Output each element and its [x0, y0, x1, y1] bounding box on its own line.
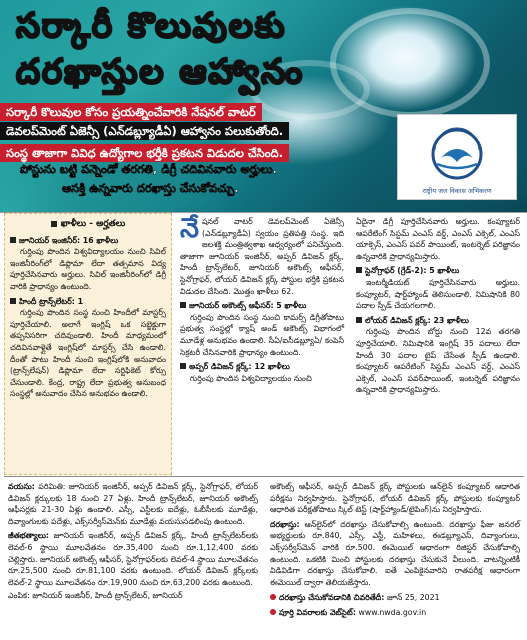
post-heading: అప్పర్ డివిజన్ క్లర్క్: 12 ఖాళీలు	[180, 361, 344, 373]
website-link[interactable]: www.nwda.gov.in	[358, 607, 427, 617]
deadline-value: జూన్ 25, 2021	[386, 593, 440, 603]
post-description: గుర్తింపు పొందిన సంస్థ నుంచి కామర్స్ డిగ్రీతోపాటు ప్రభుత్వ సంస్థల్లో క్యాష్ అండ్ అకౌంట్స్ విభాగంలో మూడేళ్ల అనుభవం ఉండాలి. సీఏ/ఐసీడబ్ల్యూఏ/ కంపెనీ సెక్రటరీ చేసినవారికి ప్రాధాన్యం ఉంటుంది.	[180, 312, 344, 357]
apply-paragraph: దరఖాస్తు: ఆన్‌లైన్‌లో దరఖాస్తు చేసుకోవాల్సి ఉంటుంది. దరఖాస్తు ఫీజు జనరల్ అభ్యర్థులకు రూ.840, ఎస్సీ, ఎస్టీ, మహిళలు, ఈడబ్ల్యూఎస్, దివ్యాంగులు, ఎక్స్‌సర్వీస్‌మెన్ వారికి రూ.500. ఈమెయిల్ ఆధారంగా రిజిస్టర్ చేసుకోవాల్సి ఉంటుంది. ఒకటికి మించి పోస్టులకు దరఖాస్తు చేసుకునే వీలుంది. వాటన్నింటికీ విడివిడిగా దరఖాస్తు చేసుకోవాలి. ఐతే ఎంపికైనవారిని రాతపరీక్ష ఆధారంగా ఈమెయిల్ ద్వారా తెలియజేస్తారు.	[270, 519, 521, 587]
selection-paragraph: అకౌంట్స్ ఆఫీసర్, అప్పర్ డివిజన్ క్లర్క్ పోస్టులకు ఆన్‌లైన్ కంప్యూటర్ ఆధారిత పరీక్షను నిర్వహిస్తారు. స్టెనోగ్రాఫర్, లోయర్ డివిజన్ క్లర్క్ పోస్టులకు కంప్యూటర్ ఆధారిత పరీక్షతోపాటు స్కిల్ టెస్ట్ (షార్ట్‌హ్యాండ్/టైపింగ్)ను నిర్వహిస్తారు.	[270, 482, 520, 515]
bullet-icon	[10, 298, 16, 304]
intro-line: సంస్థ తాజాగా వివిధ ఉద్యోగాల భర్తీకి ప్రకటన విడుదల చేసింది.	[0, 144, 289, 162]
bullet-icon	[270, 594, 276, 600]
headline-line-2	[16, 52, 304, 100]
post-heading: లోయర్ డివిజన్ క్లర్క్: 23 ఖాళీలు	[356, 315, 520, 327]
headline-plain: దరఖాస్తుల	[16, 52, 180, 92]
intro-line: ఆసక్తి ఉన్నవారు దరఖాస్తు చేసుకోవచ్చు.	[62, 181, 239, 195]
post-description: ఇంటర్మీడియట్ పూర్తిచేసినవారు అర్హులు. కంప్యూటర్, షార్ట్‌హ్యాండ్ తెలిసుండాలి. నిమిషానికి 80 పదాల స్పీడ్ చేయగలగాలి.	[356, 277, 520, 311]
agency-intro: నేషనల్ వాటర్ డెవలప్‌మెంట్ ఏజెన్సీ (ఎన్‌డబ్ల్యూడీఏ) స్వయం ప్రతిపత్తి సంస్థ. ఇది జలశక్తి మంత్రిత్వశాఖ ఆధ్వర్యంలో పనిచేస్తుంది. తాజాగా జూనియర్ ఇంజినీర్, అప్పర్ డివిజన్ క్లర్క్, హిందీ ట్రాన్స్‌లేటర్, జూనియర్ అకౌంట్స్ ఆఫీసర్, స్టెనోగ్రాఫర్, లోయర్ డివిజన్ క్లర్క్ పోస్టుల భర్తీకి ప్రకటన విడుదల చేసింది. మొత్తం ఖాళీలు 62.	[180, 213, 344, 296]
headline-line-1: సర్కారీ కొలువులకు	[16, 6, 287, 46]
nwda-emblem-icon	[407, 122, 507, 192]
headline-highlight: ఆహ్వానం	[179, 52, 305, 92]
bullet-icon	[180, 363, 186, 369]
bullet-icon	[180, 302, 186, 308]
post-description: గుర్తింపు పొందిన విశ్వవిద్యాలయం నుంచి సివిల్ ఇంజినీరింగ్‌లో డిప్లొమా లేదా తత్సమాన విద్య పూర్తిచేసినవారు అర్హులు. సివిల్ ఇంజినీరింగ్‌లో డిగ్రీ వారికి ప్రాధాన్యం ఉంటుంది.	[10, 247, 166, 291]
post-description: గుర్తింపు పొందిన బోర్డు నుంచి 12వ తరగతి పూర్తిచేయాలి. నిమిషానికి ఇంగ్లిష్ 35 పదాలు లేదా హిందీ 30 పదాల టైప్ చేసేంత స్పీడ్ ఉండాలి. కంప్యూటర్ ఆపరేటింగ్ సిస్టమ్ ఎంఎస్ వర్డ్, ఎంఎస్ ఎక్సెల్, ఎంఎస్ పవర్‌పాయింట్, ఇంటర్నెట్ పరిజ్ఞానం ఉన్నవారికి ప్రాధాన్యమిస్తారు.	[356, 327, 520, 395]
section-title: ఖాళీలు - అర్హతలు	[10, 219, 166, 231]
post-heading: స్టెనోగ్రాఫర్ (గ్రేడ్-2): 5 ఖాళీలు	[356, 265, 520, 277]
eligibility-details	[4, 479, 262, 604]
bullet-icon	[356, 317, 362, 323]
age-paragraph: వయసు: పరిమితి: జూనియర్ ఇంజినీర్, అప్పర్ డివిజన్ క్లర్క్, స్టెనోగ్రాఫర్, లోయర్ డివిజన్ క్లర్కులకు 18 నుంచి 27 ఏళ్లు. హిందీ ట్రాన్స్‌లేటర్, జూనియర్ అకౌంట్స్ ఆఫీసర్లకు 21-30 ఏళ్లు ఉండాలి. ఎస్సీ, ఎస్టీలకు ఐదేళ్లు, ఓబీసీలకు మూడేళ్లు, దివ్యాంగులకు పదేళ్లు, ఎక్స్‌సర్వీస్‌మెన్‌కు మూడేళ్లు వయసుసడలింపు ఉంటుంది.	[8, 482, 258, 526]
vacancies-column-1	[4, 213, 172, 475]
bullet-icon	[356, 267, 362, 273]
drop-cap: నే	[180, 213, 199, 244]
selection-intro: ఎంపిక: జూనియర్ ఇంజినీర్, హిందీ ట్రాన్స్‌లేటర్, జూనియర్	[8, 591, 183, 601]
nwda-logo	[397, 114, 517, 200]
intro-line: సర్కారీ కొలువుల కోసం ప్రయత్నించేవారికి నేషనల్ వాటర్	[0, 103, 262, 121]
logo-text: राष्ट्रीय जल विकास अभिकरण	[422, 187, 492, 195]
bullet-icon	[51, 221, 57, 227]
article-body	[0, 212, 527, 640]
post-description: గుర్తింపు పొందిన విశ్వవిద్యాలయం నుంచి	[190, 373, 312, 383]
bullet-icon	[10, 237, 16, 243]
section-divider	[4, 476, 524, 477]
deadline-line: దరఖాస్తు చేసుకోవడానికి చివరితేదీ: జూన్ 25, 2021	[270, 592, 520, 604]
post-description: గుర్తింపు పొందిన సంస్థ నుంచి హిందీలో మాస్టర్స్ పూర్తిచేయాలి. అలాగే ఇంగ్లిష్ ఒక సబ్జెక్టుగా తప్పనిసరిగా చదివుండాలి. హిందీ మాధ్యమంలో చదివినవాళ్లైతే ఇంగ్లిష్‌లో మాస్టర్స్ చేసి ఉండాలి. దీంతో పాటు హిందీ నుంచి ఇంగ్లిష్‌లోకి అనువాదం (ట్రాన్స్‌లేషన్) డిప్లొమా లేదా సర్టిఫికెట్ కోర్సు చేసుండాలి. కేంద్ర, రాష్ట్ర లేదా ప్రభుత్వ అనుబంధ సంస్థల్లో అనువాదం చేసిన అనుభవం ఉండాలి.	[10, 308, 166, 399]
bullet-icon	[270, 609, 276, 615]
post-description: ఏదైనా డిగ్రీ పూర్తిచేసినవారు అర్హులు. కంప్యూటర్ ఆపరేటింగ్ సిస్టమ్ ఎంఎస్ వర్డ్, ఎంఎస్ ఎక్సెల్, ఎంఎస్ యాక్సెస్, ఎంఎస్ పవర్ పాయింట్, ఇంటర్నెట్ పరిజ్ఞానం ఉన్నవారికి ప్రాధాన్యమిస్తారు.	[356, 217, 520, 261]
intro-line: పోస్టును బట్టి పన్నెండో తరగతి, డిగ్రీ చదివినవారు అర్హులు.	[20, 162, 277, 176]
application-details	[266, 479, 524, 621]
post-heading: హిందీ ట్రాన్స్‌లేటర్: 1	[10, 296, 166, 308]
vacancies-column-2	[176, 213, 348, 475]
website-line: పూర్తి వివరాలకు వెబ్‌సైట్: www.nwda.gov.in	[270, 607, 520, 619]
vacancies-column-3	[352, 213, 524, 475]
salary-paragraph: జీతభత్యాలు: జూనియర్ ఇంజినీర్, అప్పర్ డివిజన్ క్లర్క్, హిందీ ట్రాన్స్‌లేటర్‌లకు లెవల్-6 స్థాయి మూలవేతనం రూ.35,400 నుంచి రూ.1,12,400 వరకు చెల్లిస్తారు. జూనియర్ అకౌంట్స్ ఆఫీసర్, స్టెనోగ్రాఫర్‌లకు లెవల్-4 స్థాయి మూలవేతనం రూ.25,500 నుంచి రూ.81,100 వరకు ఉంటుంది. లోయర్ డివిజన్ క్లర్క్‌లకు లెవల్-2 స్థాయి మూలవేతనం రూ.19,900 నుంచి రూ.63,200 వరకు ఉంటుంది.	[8, 531, 258, 587]
hero-banner	[0, 0, 527, 212]
intro-line: డెవలప్‌మెంట్ ఏజెన్సీ (ఎన్‌డబ్ల్యూడీఏ) ఆహ్వానం పలుకుతోంది.	[0, 122, 289, 140]
post-heading: జూనియర్ అకౌంట్స్ ఆఫీసర్: 5 ఖాళీలు	[180, 300, 344, 312]
post-heading: జూనియర్ ఇంజినీర్: 16 ఖాళీలు	[10, 235, 166, 247]
